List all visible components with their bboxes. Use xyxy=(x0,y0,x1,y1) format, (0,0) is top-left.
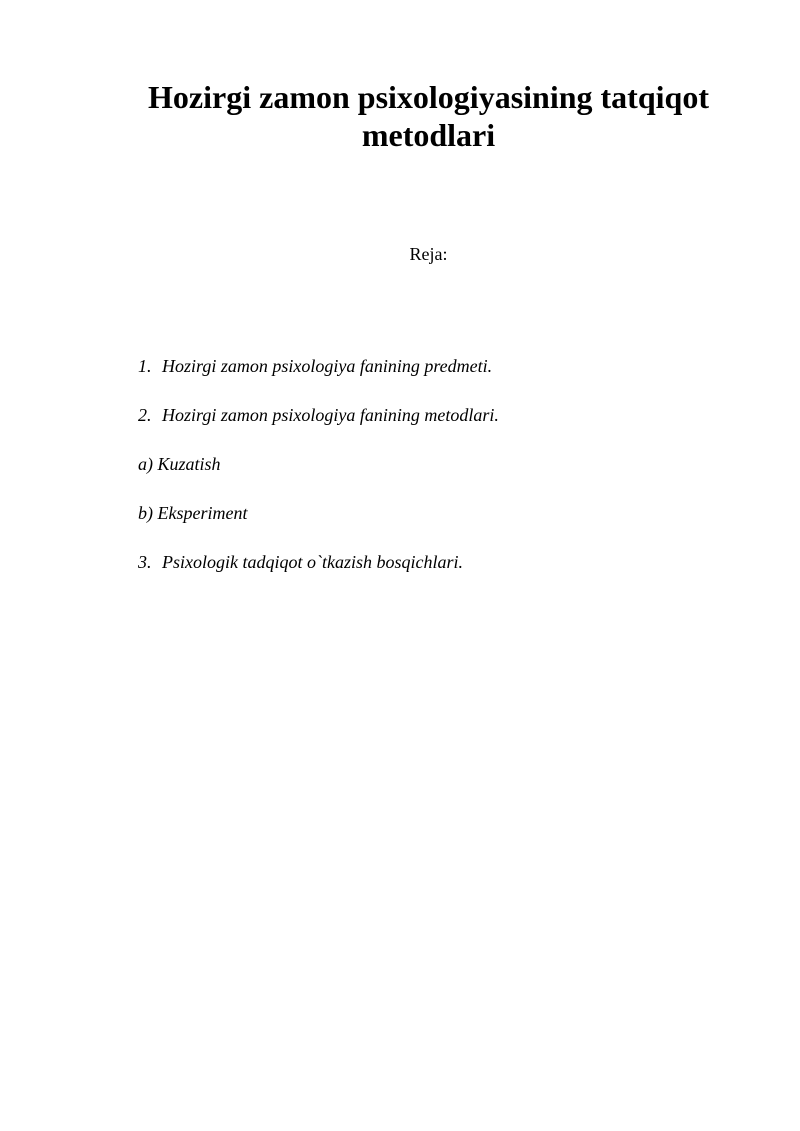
plan-item-2 xyxy=(138,404,499,426)
plan-item-number: 3. xyxy=(138,552,152,572)
plan-item-text: Hozirgi zamon psixologiya fanining metodlari. xyxy=(162,405,499,425)
plan-list xyxy=(138,355,499,600)
plan-subitem-a xyxy=(138,453,499,475)
plan-item-3 xyxy=(138,551,499,573)
plan-heading: Reja: xyxy=(409,244,448,264)
plan-item-text: Psixologik tadqiqot o`tkazish bosqichlari. xyxy=(162,552,463,572)
plan-item-text: b) Eksperiment xyxy=(138,503,248,523)
plan-item-number: 2. xyxy=(138,405,152,425)
plan-item-1 xyxy=(138,355,499,377)
plan-item-number: 1. xyxy=(138,356,152,376)
plan-item-text: Hozirgi zamon psixologiya fanining predmeti. xyxy=(162,356,493,376)
document-title: Hozirgi zamon psixologiyasining tatqiqot metodlari xyxy=(148,79,709,153)
plan-item-text: a) Kuzatish xyxy=(138,454,221,474)
plan-subitem-b xyxy=(138,502,499,524)
